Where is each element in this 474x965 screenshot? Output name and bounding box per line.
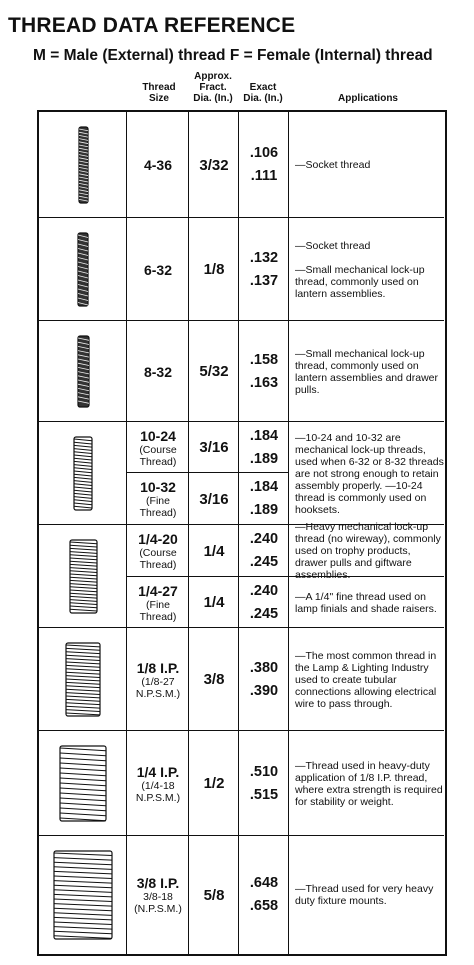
- exact-dia-cell: [239, 628, 289, 731]
- application-cell: —A 1/4" fine thread used on lamp finials and shade raisers.: [295, 590, 437, 615]
- header-exact-line2: Dia. (In.): [243, 93, 283, 104]
- application-cell: —Socket thread —Small mechanical lock-up thread, commonly used on lantern assemblies.: [295, 239, 425, 300]
- thread-size-note: (Fine Thread): [139, 495, 177, 519]
- thread-size-cell: [127, 112, 189, 218]
- exact-dia-value: .515: [249, 786, 279, 803]
- exact-dia-value: .111: [250, 168, 278, 184]
- header-fract-line3: Dia. (In.): [193, 93, 233, 104]
- header-fract-line1: Approx.: [194, 71, 232, 82]
- thread-size-cell: [127, 525, 189, 577]
- exact-dia-value: .184: [249, 427, 279, 444]
- thread-size-note: (1/8-27 N.P.S.M.): [135, 675, 181, 700]
- fract-dia-cell: 1/8: [203, 261, 225, 278]
- header-thread-size-line1: Thread: [142, 82, 176, 93]
- application-cell: —10-24 and 10-32 are mechanical lock-up threads, used when 6-32 or 8-32 threads are not strong enough to retain assembly properly. —10-24 thread is commonly used on hooksets.: [295, 431, 444, 516]
- exact-dia-value: .137: [249, 272, 279, 289]
- thread-size-label: 1/4-27: [138, 582, 178, 599]
- thread-rod-icon: [77, 126, 90, 204]
- thread-size-label: 1/8 I.P.: [136, 659, 180, 676]
- application-cell: —Thread used in heavy-duty application of 1/8 I.P. thread, where extra strength is required for stability or weight.: [295, 759, 443, 808]
- exact-dia-cell: [239, 422, 289, 473]
- exact-dia-cell: [239, 836, 289, 954]
- thread-rod-icon: [72, 436, 94, 511]
- exact-dia-value: .245: [249, 605, 279, 622]
- header-fract-line2: Fract.: [199, 82, 227, 93]
- thread-size-cell: [127, 473, 189, 525]
- header-thread-size-line2: Size: [148, 93, 169, 104]
- exact-dia-cell: [239, 218, 289, 321]
- application-cell: —Small mechanical lock-up thread, commonly used on lantern assemblies and drawer pulls.: [295, 347, 438, 396]
- thread-size-label: 10-24: [140, 427, 176, 444]
- thread-size-label: 1/4-20: [138, 531, 178, 547]
- exact-dia-cell: [239, 577, 289, 628]
- exact-dia-value: .189: [249, 450, 279, 467]
- thread-rod-icon: [68, 539, 99, 614]
- header-exact-dia: [238, 82, 288, 104]
- fract-dia-cell: 1/4: [203, 594, 225, 611]
- exact-dia-value: .240: [249, 531, 279, 547]
- thread-rod-icon: [76, 335, 91, 408]
- fract-dia-cell: 3/8: [203, 671, 225, 688]
- exact-dia-value: .245: [249, 554, 279, 570]
- thread-size-label: 10-32: [140, 479, 176, 495]
- thread-size-cell: [127, 422, 189, 473]
- thread-rod-icon: [64, 642, 102, 717]
- fract-dia-cell: 5/8: [203, 886, 225, 904]
- thread-rod-icon: [58, 745, 108, 822]
- header-fract-dia: [188, 71, 238, 104]
- application-cell: —Socket thread: [295, 159, 371, 171]
- thread-size-note: 3/8-18 (N.P.S.M.): [134, 891, 182, 915]
- exact-dia-cell: [239, 473, 289, 525]
- page-title: THREAD DATA REFERENCE: [8, 14, 296, 37]
- header-thread-size: [128, 82, 190, 104]
- thread-rod-icon: [76, 232, 90, 307]
- fract-dia-cell: 1/2: [203, 775, 225, 792]
- application-cell: —Thread used for very heavy duty fixture mounts.: [295, 883, 434, 907]
- thread-size-label: 1/4 I.P.: [136, 763, 180, 780]
- exact-dia-cell: [239, 321, 289, 422]
- thread-size-note: (1/4-18 N.P.S.M.): [135, 779, 181, 804]
- exact-dia-value: .189: [249, 502, 279, 518]
- application-cell: —The most common thread in the Lamp & Lighting Industry used to create tubular connections allowing electrical wire to pass through.: [295, 649, 437, 710]
- exact-dia-value: .380: [249, 659, 279, 676]
- thread-size-cell: [127, 628, 189, 731]
- header-applications: Applications: [337, 93, 398, 104]
- exact-dia-value: .184: [249, 479, 279, 495]
- fract-dia-cell: 5/32: [199, 363, 229, 380]
- thread-size-label: 3/8 I.P.: [136, 875, 180, 891]
- thread-size-note: (Course Thread): [139, 443, 177, 468]
- thread-size-cell: [127, 577, 189, 628]
- exact-dia-value: .390: [249, 682, 279, 699]
- thread-size-note: (Fine Thread): [139, 598, 177, 623]
- thread-rod-icon: [52, 850, 114, 940]
- exact-dia-value: .510: [249, 763, 279, 780]
- exact-dia-value: .158: [249, 351, 279, 368]
- thread-size-cell: [127, 218, 189, 321]
- exact-dia-cell: [239, 112, 289, 218]
- fract-dia-cell: 3/16: [199, 490, 229, 508]
- fract-dia-cell: 3/16: [199, 439, 229, 456]
- exact-dia-value: .106: [249, 145, 279, 161]
- exact-dia-cell: [239, 731, 289, 836]
- thread-size-cell: [127, 836, 189, 954]
- thread-table: [37, 110, 447, 956]
- header-exact-line1: Exact: [249, 82, 277, 93]
- exact-dia-value: .240: [249, 582, 279, 599]
- thread-size-cell: [127, 321, 189, 422]
- fract-dia-cell: 3/32: [199, 156, 229, 174]
- exact-dia-value: .648: [249, 875, 279, 891]
- thread-size-label: 8-32: [143, 363, 173, 380]
- sub-row-divider: [289, 576, 444, 577]
- thread-size-label: 4-36: [143, 157, 173, 173]
- exact-dia-value: .132: [249, 249, 279, 266]
- fract-dia-cell: 1/4: [203, 542, 225, 560]
- exact-dia-value: .163: [249, 374, 279, 391]
- thread-size-cell: [127, 731, 189, 836]
- thread-size-note: (Course Thread): [139, 547, 177, 571]
- page-subtitle: M = Male (External) thread F = Female (Internal) thread: [33, 47, 433, 64]
- exact-dia-value: .658: [249, 898, 279, 914]
- exact-dia-cell: [239, 525, 289, 577]
- thread-size-label: 6-32: [143, 261, 173, 278]
- application-cell: —Heavy mechanical lock-up thread (no wireway), commonly used on trophy products, drawer pulls and giftware assemblies.: [295, 521, 441, 581]
